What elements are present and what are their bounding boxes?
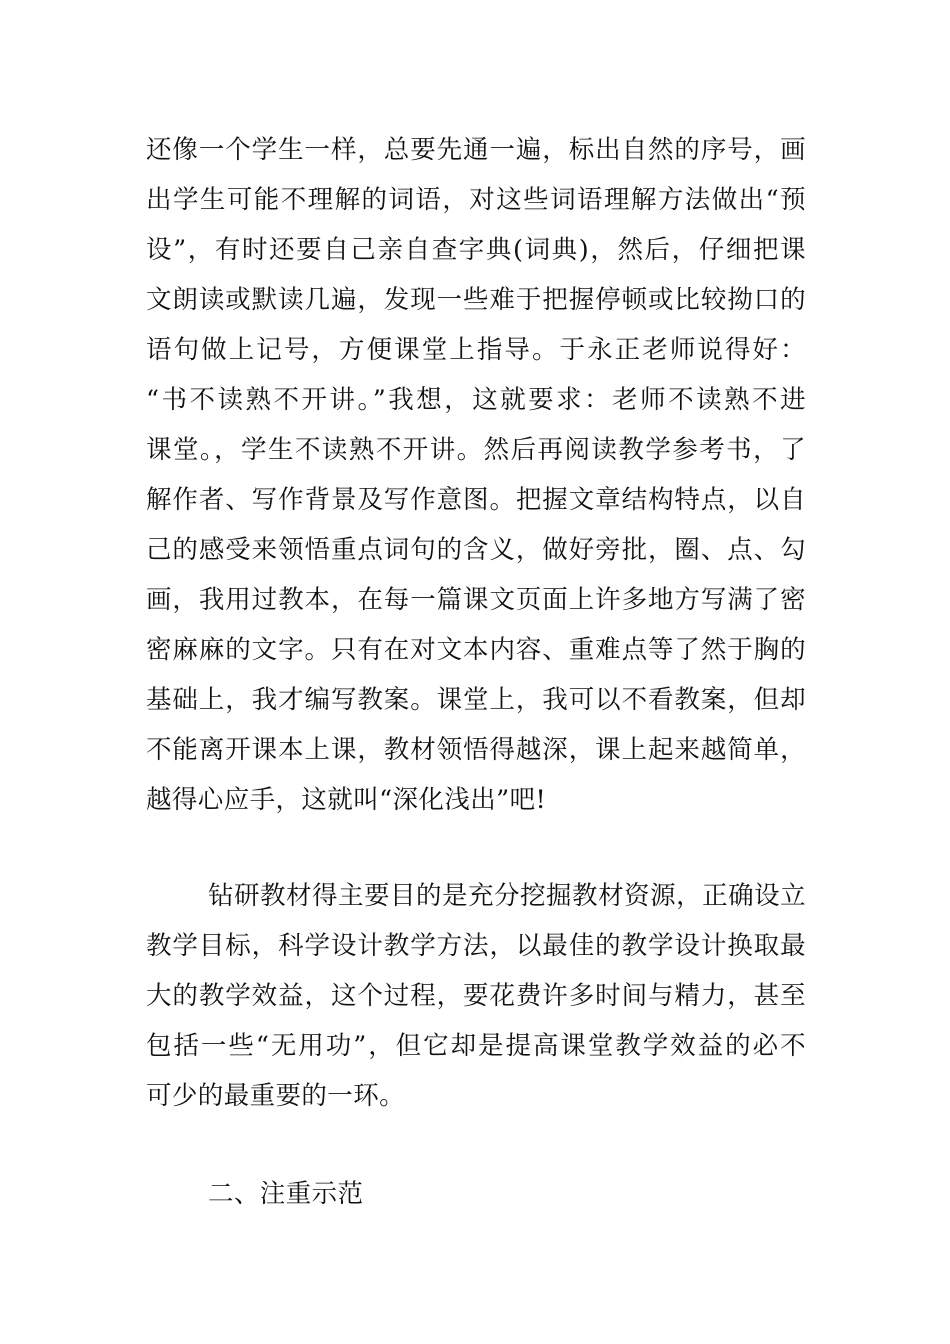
paragraph-line: 出学生可能不理解的词语，对这些词语理解方法做出“预 [146,185,806,215]
paragraph-line: 基础上，我才编写教案。课堂上，我可以不看教案，但却 [146,685,806,715]
paragraph-line: 己的感受来领悟重点词句的含义，做好旁批，圈、点、勾 [146,535,806,565]
section-heading: 二、注重示范 [208,1179,364,1209]
paragraph-line: 文朗读或默读几遍，发现一些难于把握停顿或比较拗口的 [146,285,806,315]
paragraph-line: 包括一些“无用功”，但它却是提高课堂教学效益的必不 [146,1031,806,1061]
paragraph-line: 密麻麻的文字。只有在对文本内容、重难点等了然于胸的 [146,635,806,665]
paragraph-line: “书不读熟不开讲。”我想，这就要求：老师不读熟不进 [146,385,806,415]
paragraph-line-last: 可少的最重要的一环。 [146,1081,406,1111]
paragraph-line: 设”，有时还要自己亲自查字典(词典)，然后，仔细把课 [146,235,806,265]
paragraph-line: 不能离开课本上课，教材领悟得越深，课上起来越简单， [146,735,806,765]
paragraph-line: 画，我用过教本，在每一篇课文页面上许多地方写满了密 [146,585,806,615]
paragraph-line-first: 钻研教材得主要目的是充分挖掘教材资源，正确设立 [208,881,806,911]
paragraph-line: 还像一个学生一样，总要先通一遍，标出自然的序号，画 [146,135,806,165]
paragraph-line: 大的教学效益，这个过程，要花费许多时间与精力，甚至 [146,981,806,1011]
paragraph-line-last: 越得心应手，这就叫“深化浅出”吧! [146,785,547,815]
paragraph-line: 解作者、写作背景及写作意图。把握文章结构特点，以自 [146,485,806,515]
paragraph-line: 语句做上记号，方便课堂上指导。于永正老师说得好： [146,335,806,365]
paragraph-line: 教学目标，科学设计教学方法，以最佳的教学设计换取最 [146,931,806,961]
paragraph-line: 课堂。，学生不读熟不开讲。然后再阅读教学参考书，了 [146,435,806,465]
